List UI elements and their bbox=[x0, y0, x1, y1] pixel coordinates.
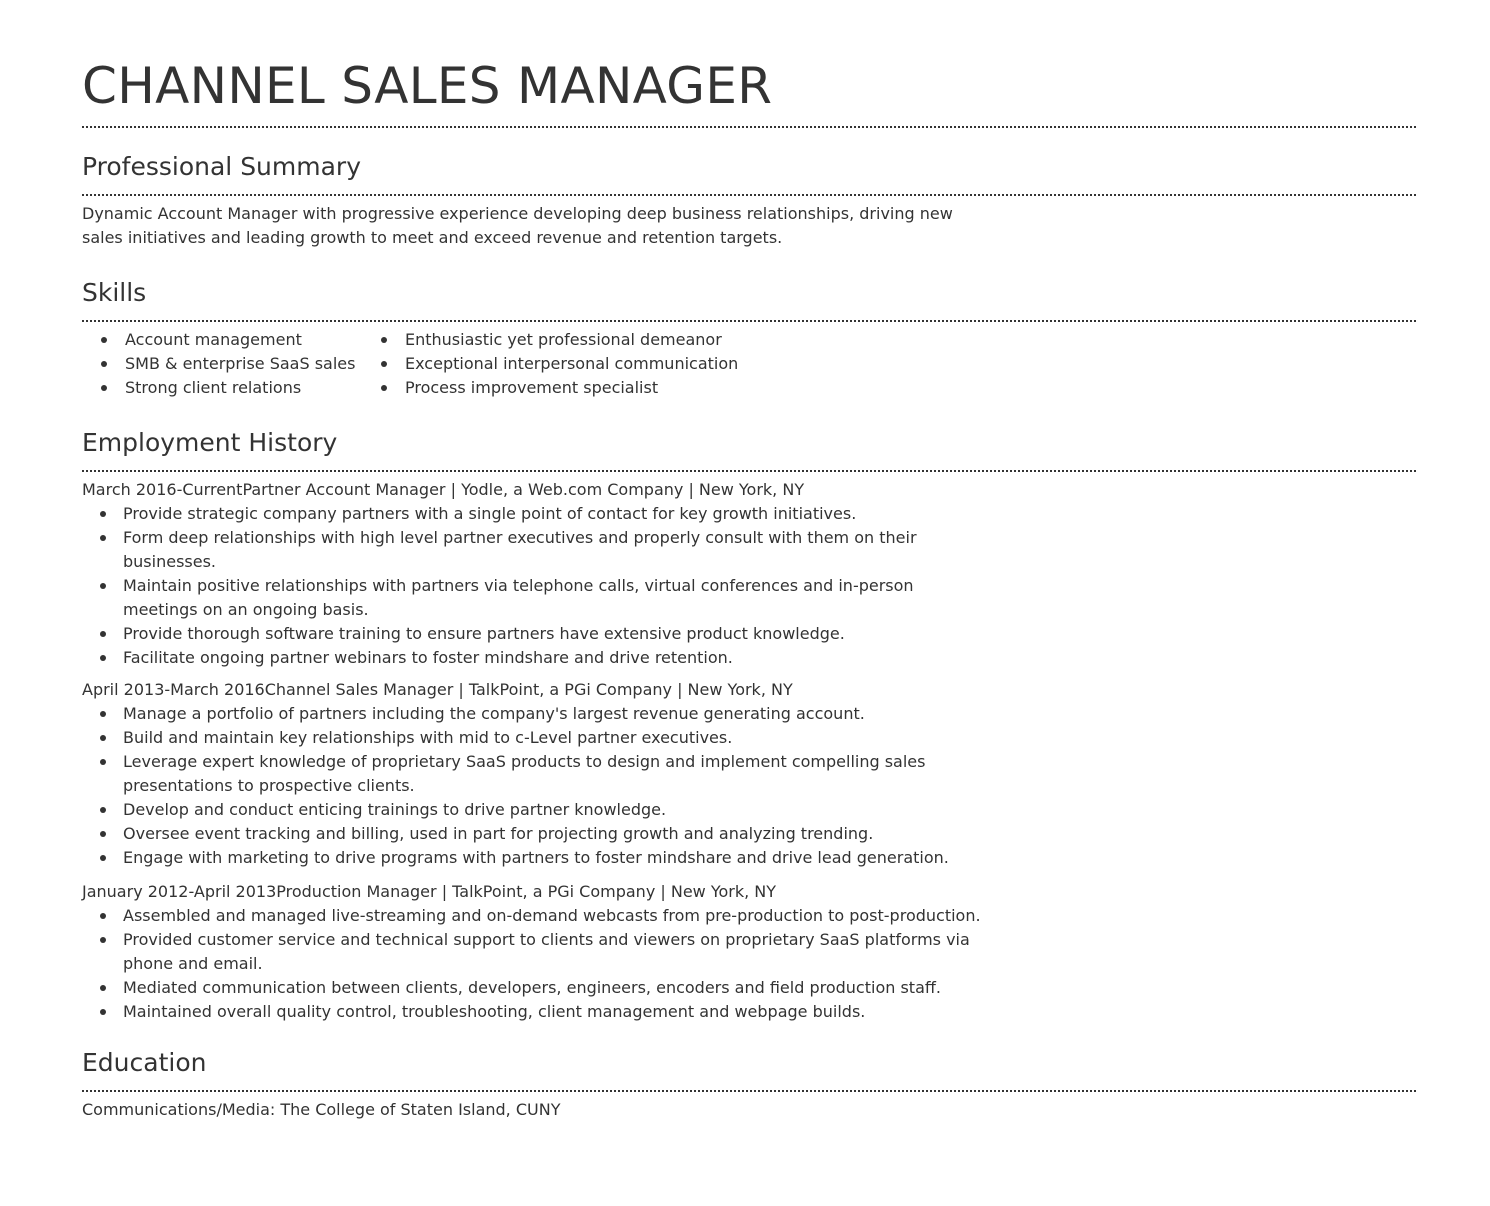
job-entry bbox=[82, 678, 1416, 870]
job-bullet: Provide strategic company partners with a single point of contact for key growth initiatives. bbox=[123, 502, 993, 526]
skills-list bbox=[82, 328, 1416, 400]
divider bbox=[82, 1090, 1416, 1092]
section-title-education: Education bbox=[82, 1048, 207, 1077]
job-entry bbox=[82, 880, 1416, 1024]
education-text: Communications/Media: The College of Staten Island, CUNY bbox=[82, 1100, 561, 1119]
skills-section bbox=[82, 276, 1416, 400]
divider bbox=[82, 126, 1416, 128]
job-bullet: Form deep relationships with high level partner executives and properly consult with them on their businesses. bbox=[123, 526, 993, 574]
section-title-summary: Professional Summary bbox=[82, 152, 362, 181]
job-bullet: Mediated communication between clients, developers, engineers, encoders and field production staff. bbox=[123, 976, 993, 1000]
job-bullet: Provide thorough software training to ensure partners have extensive product knowledge. bbox=[123, 622, 993, 646]
job-bullets bbox=[82, 502, 993, 670]
job-bullet: Maintain positive relationships with partners via telephone calls, virtual conferences and in-person meetings on an ongoing basis. bbox=[123, 574, 993, 622]
job-bullet: Maintained overall quality control, troubleshooting, client management and webpage builds. bbox=[123, 1000, 993, 1024]
divider bbox=[82, 470, 1416, 472]
summary-section bbox=[82, 150, 1416, 250]
job-entry bbox=[82, 478, 1416, 670]
job-bullet: Engage with marketing to drive programs with partners to foster mindshare and drive lead generation. bbox=[123, 846, 993, 870]
skills-column-2 bbox=[405, 328, 738, 400]
skill-item: SMB & enterprise SaaS sales bbox=[125, 352, 378, 376]
skills-column-1 bbox=[125, 328, 378, 400]
job-header: April 2013-March 2016Channel Sales Manager | TalkPoint, a PGi Company | New York, NY bbox=[82, 680, 793, 699]
job-bullet: Manage a portfolio of partners including the company's largest revenue generating account. bbox=[123, 702, 993, 726]
skill-item: Enthusiastic yet professional demeanor bbox=[405, 328, 738, 352]
skill-item: Exceptional interpersonal communication bbox=[405, 352, 738, 376]
job-header: January 2012-April 2013Production Manager | TalkPoint, a PGi Company | New York, NY bbox=[82, 882, 777, 901]
job-bullets bbox=[82, 904, 993, 1024]
summary-text: Dynamic Account Manager with progressive experience developing deep business relationships, driving new sales initiatives and leading growth to meet and exceed revenue and retention targets. bbox=[82, 204, 953, 247]
job-bullet: Leverage expert knowledge of proprietary SaaS products to design and implement compelling sales presentations to prospective clients. bbox=[123, 750, 993, 798]
job-bullet: Facilitate ongoing partner webinars to foster mindshare and drive retention. bbox=[123, 646, 993, 670]
job-bullet: Build and maintain key relationships with mid to c-Level partner executives. bbox=[123, 726, 993, 750]
job-bullet: Assembled and managed live-streaming and on-demand webcasts from pre-production to post-production. bbox=[123, 904, 993, 928]
divider bbox=[82, 320, 1416, 322]
section-title-skills: Skills bbox=[82, 278, 147, 307]
divider bbox=[82, 194, 1416, 196]
section-title-employment: Employment History bbox=[82, 428, 338, 457]
job-header: March 2016-CurrentPartner Account Manager | Yodle, a Web.com Company | New York, NY bbox=[82, 480, 805, 499]
job-bullet: Provided customer service and technical support to clients and viewers on proprietary SaaS platforms via phone and email. bbox=[123, 928, 993, 976]
resume-name: CHANNEL SALES MANAGER bbox=[82, 57, 773, 115]
education-section bbox=[82, 1046, 1416, 1122]
job-bullet: Oversee event tracking and billing, used in part for projecting growth and analyzing trending. bbox=[123, 822, 993, 846]
job-bullet: Develop and conduct enticing trainings to drive partner knowledge. bbox=[123, 798, 993, 822]
job-bullets bbox=[82, 702, 993, 870]
skill-item: Strong client relations bbox=[125, 376, 378, 400]
resume-page bbox=[82, 56, 1416, 1122]
skill-item: Account management bbox=[125, 328, 378, 352]
skill-item: Process improvement specialist bbox=[405, 376, 738, 400]
employment-section bbox=[82, 426, 1416, 1024]
